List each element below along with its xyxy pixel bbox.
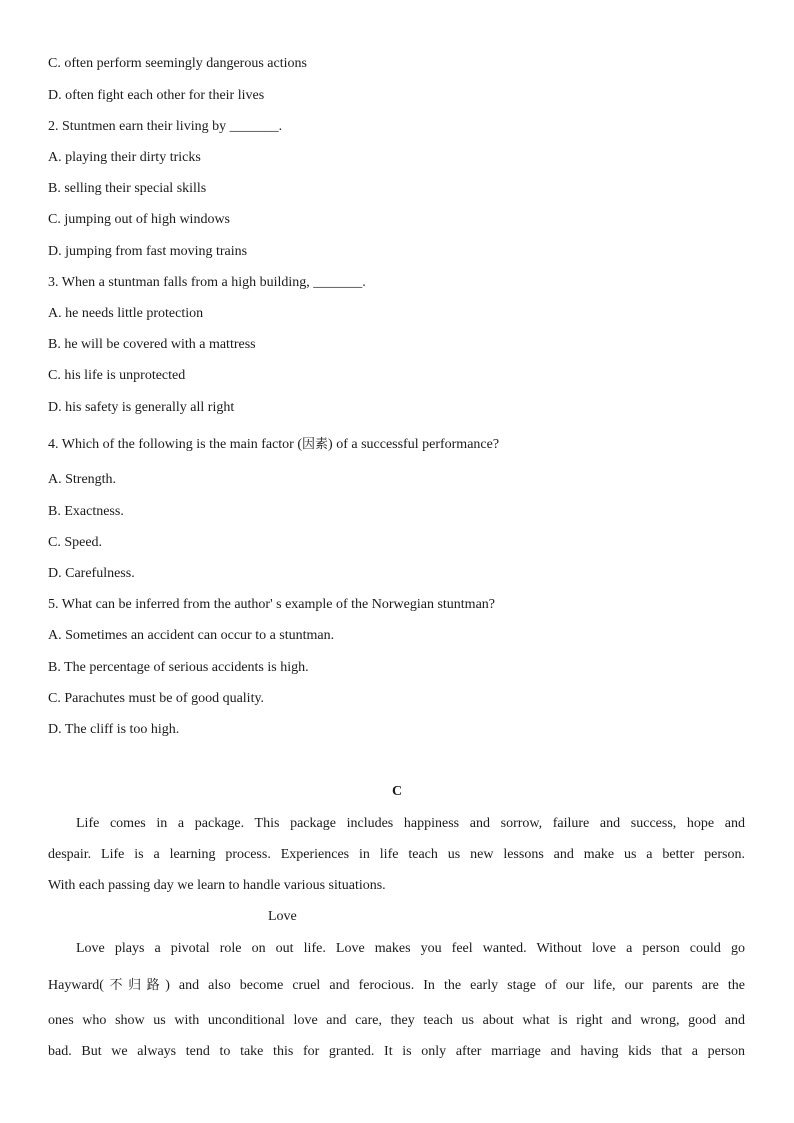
- p2-l2-post: ) and also become cruel and ferocious. In the early stage of our life, our parents are the: [165, 978, 745, 993]
- q2-option-b: B. selling their special skills: [48, 181, 207, 196]
- q5-option-a: A. Sometimes an accident can occur to a stuntman.: [48, 628, 335, 643]
- question-3: 3. When a stuntman falls from a high building, _______.: [48, 275, 366, 290]
- q4-cjk-term: 因素: [302, 437, 329, 452]
- q1-option-d: D. often fight each other for their lives: [48, 88, 265, 103]
- q2-option-a: A. playing their dirty tricks: [48, 150, 201, 165]
- q1-option-c: C. often perform seemingly dangerous actions: [48, 56, 307, 71]
- p1-l1-text: Life comes in a package. This package includes happiness and sorrow, failure and success, hope and: [76, 816, 745, 831]
- q2-option-d: D. jumping from fast moving trains: [48, 244, 248, 259]
- paragraph-2-line-2: [48, 977, 745, 995]
- q4-option-b: B. Exactness.: [48, 504, 124, 519]
- subheading-love: Love: [268, 909, 297, 924]
- q4-option-c: C. Speed.: [48, 535, 103, 550]
- question-2: 2. Stuntmen earn their living by _______.: [48, 119, 283, 134]
- q4-text-pre: 4. Which of the following is the main factor (: [48, 437, 303, 452]
- p2-l1-text: Love plays a pivotal role on out life. Love makes you feel wanted. Without love a person could go: [76, 941, 745, 956]
- p2-l2-cjk-term: 不归路: [103, 978, 166, 993]
- paragraph-2-line-3: ones who show us with unconditional love and care, they teach us about what is right and wrong, good and: [48, 1013, 745, 1028]
- section-heading: C: [391, 784, 403, 799]
- q2-option-c: C. jumping out of high windows: [48, 212, 231, 227]
- q4-option-a: A. Strength.: [48, 472, 117, 487]
- q4-option-d: D. Carefulness.: [48, 566, 135, 581]
- q3-option-b: B. he will be covered with a mattress: [48, 337, 256, 352]
- q3-option-d: D. his safety is generally all right: [48, 400, 235, 415]
- q5-option-d: D. The cliff is too high.: [48, 722, 180, 737]
- q3-option-c: C. his life is unprotected: [48, 368, 186, 383]
- paragraph-1-line-3: With each passing day we learn to handle various situations.: [48, 878, 386, 893]
- paragraph-1-line-2: despair. Life is a learning process. Experiences in life teach us new lessons and make us a better person.: [48, 847, 745, 862]
- q5-option-b: B. The percentage of serious accidents is high.: [48, 660, 309, 675]
- paragraph-2-line-1: [48, 940, 745, 958]
- q5-option-c: C. Parachutes must be of good quality.: [48, 691, 265, 706]
- question-4: [48, 436, 499, 454]
- q4-text-post: ) of a successful performance?: [328, 437, 500, 452]
- paragraph-1-line-1: [48, 815, 745, 833]
- q3-option-a: A. he needs little protection: [48, 306, 204, 321]
- p2-l2-pre: Hayward(: [48, 978, 104, 993]
- question-5: 5. What can be inferred from the author' s example of the Norwegian stuntman?: [48, 597, 495, 612]
- paragraph-2-line-4: bad. But we always tend to take this for granted. It is only after marriage and having kids that a person: [48, 1044, 745, 1059]
